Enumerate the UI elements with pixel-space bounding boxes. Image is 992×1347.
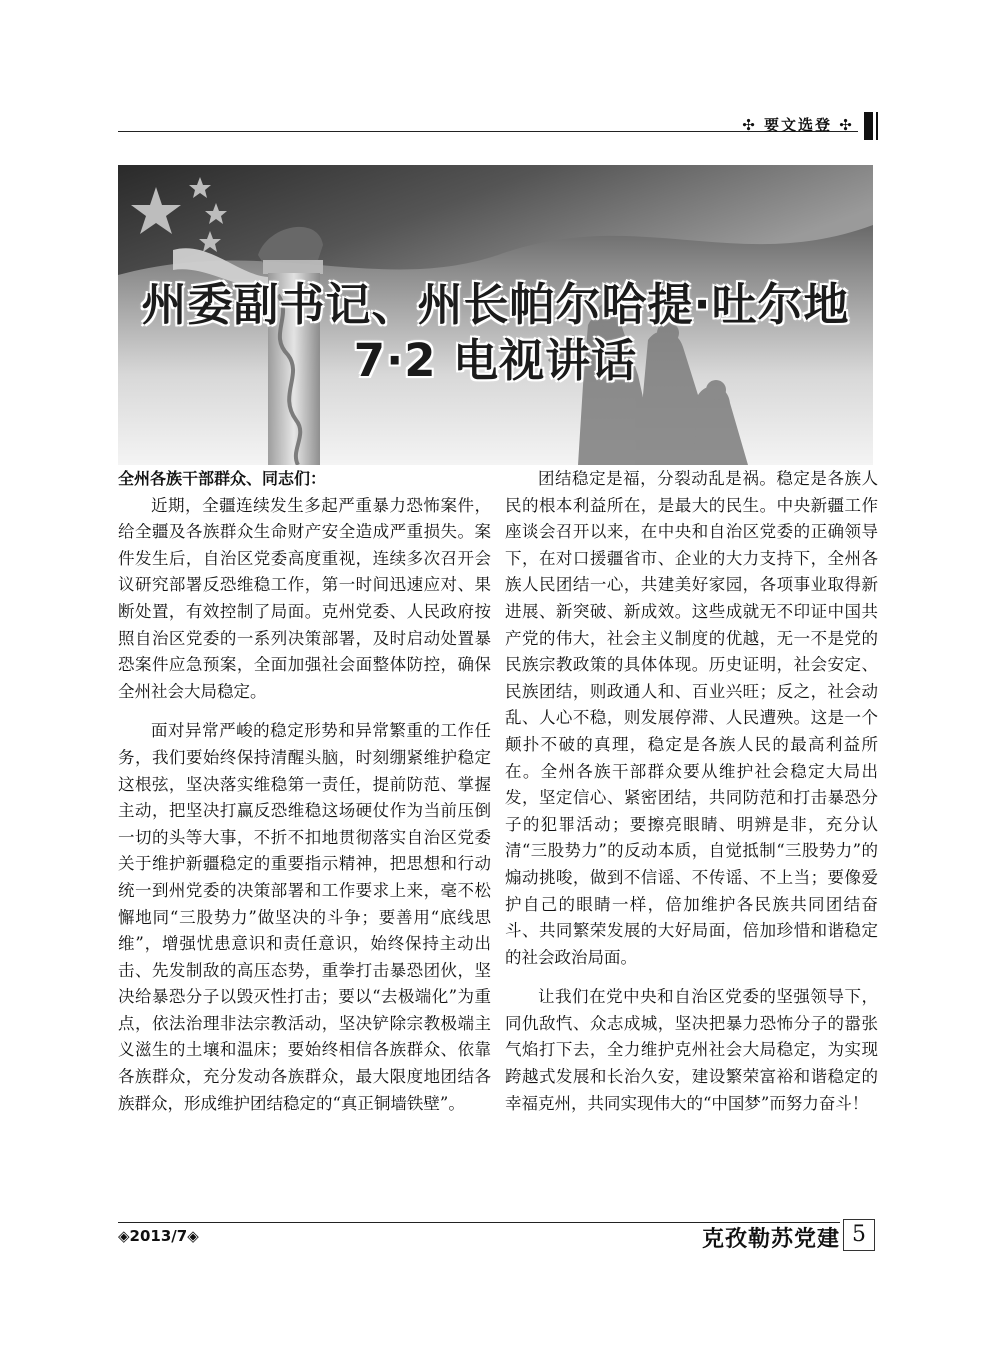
banner-image bbox=[118, 165, 873, 465]
flag-shape bbox=[118, 165, 873, 275]
page-number: 5 bbox=[843, 1219, 875, 1251]
magazine-name: 克孜勒苏党建 bbox=[702, 1226, 841, 1252]
article-paragraph: 让我们在党中央和自治区党委的坚强领导下，同仇敌忾、众志成城，坚决把暴力恐怖分子的嚣张气焰打下去，全力维护克州社会大局稳定，为实现跨越式发展和长治久安，建设繁荣富裕和谐稳定的幸福克州，共同实现伟大的“中国梦”而努力奋斗！ bbox=[505, 987, 878, 1113]
article-paragraph: 团结稳定是福，分裂动乱是祸。稳定是各族人民的根本利益所在，是最大的民生。中央新疆工作座谈会召开以来，在中央和自治区党委的正确领导下，在对口援疆省市、企业的大力支持下，全州各族人民团结一心，共建美好家园，各项事业取得新进展、新突破、新成效。这些成就无不印证中国共产党的伟大，社会主义制度的优越，无一不是党的民族宗教政策的具体体现。历史证明，社会安定、民族团结，则政通人和、百业兴旺；反之，社会动乱、人心不稳，则发展停滞、人民遭殃。这是一个颠扑不破的真理，稳定是各族人民的最高利益所在。全州各族干部群众要从维护社会稳定大局出发，坚定信心、紧密团结，共同防范和打击暴恐分子的犯罪活动；要擦亮眼睛、明辨是非，充分认清“三股势力”的反动本质，自觉抵制“三股势力”的煽动挑唆，做到不信谣、不传谣、不上当；要像爱护自己的眼睛一样，倍加维护各民族共同团结奋斗、共同繁荣发展的大好局面，倍加珍惜和谐稳定的社会政治局面。 bbox=[505, 469, 878, 967]
page-title bbox=[118, 277, 873, 389]
article-column-right bbox=[505, 466, 878, 1117]
section-tag: ✣ 要文选登 ✣ bbox=[742, 116, 854, 134]
article-paragraph: 面对异常严峻的稳定形势和异常繁重的工作任务，我们要始终保持清醒头脑，时刻绷紧维护稳定这根弦，坚决落实维稳第一责任，提前防范、掌握主动，把坚决打赢反恐维稳这场硬仗作为当前压倒一切的头等大事，不折不扣地贯彻落实自治区党委关于维护新疆稳定的重要指示精神，把思想和行动统一到州党委的决策部署和工作要求上来，毫不松懈地同“三股势力”做坚决的斗争；要善用“底线思维”，增强忧患意识和责任意识，始终保持主动出击、先发制敌的高压态势，重拳打击暴恐团伙，坚决给暴恐分子以毁灭性打击；要以“去极端化”为重点，依法治理非法宗教活动，坚决铲除宗教极端主义滋生的土壤和温床；要始终相信各族群众、依靠各族群众，充分发动各族群众，最大限度地团结各族群众，形成维护团结稳定的“真正铜墙铁壁”。 bbox=[118, 721, 491, 1113]
header-bar-thin bbox=[876, 112, 878, 140]
article-column-left bbox=[118, 466, 491, 1117]
title-line-2: 7·2 电视讲话 bbox=[353, 334, 638, 387]
salutation: 全州各族干部群众、同志们： bbox=[118, 469, 327, 488]
title-line-1: 州委副书记、州长帕尔哈提·吐尔地 bbox=[141, 278, 850, 331]
issue-date: ◈2013/7◈ bbox=[118, 1227, 199, 1245]
article-paragraph: 近期，全疆连续发生多起严重暴力恐怖案件，给全疆及各族群众生命财产安全造成严重损失。案件发生后，自治区党委高度重视，连续多次召开会议研究部署反恐维稳工作，第一时间迅速应对、果断处置，有效控制了局面。克州党委、人民政府按照自治区党委的一系列决策部署，及时启动处置暴恐案件应急预案，全面加强社会面整体防控，确保全州社会大局稳定。 bbox=[118, 495, 491, 701]
header-bar-thick bbox=[864, 112, 873, 140]
